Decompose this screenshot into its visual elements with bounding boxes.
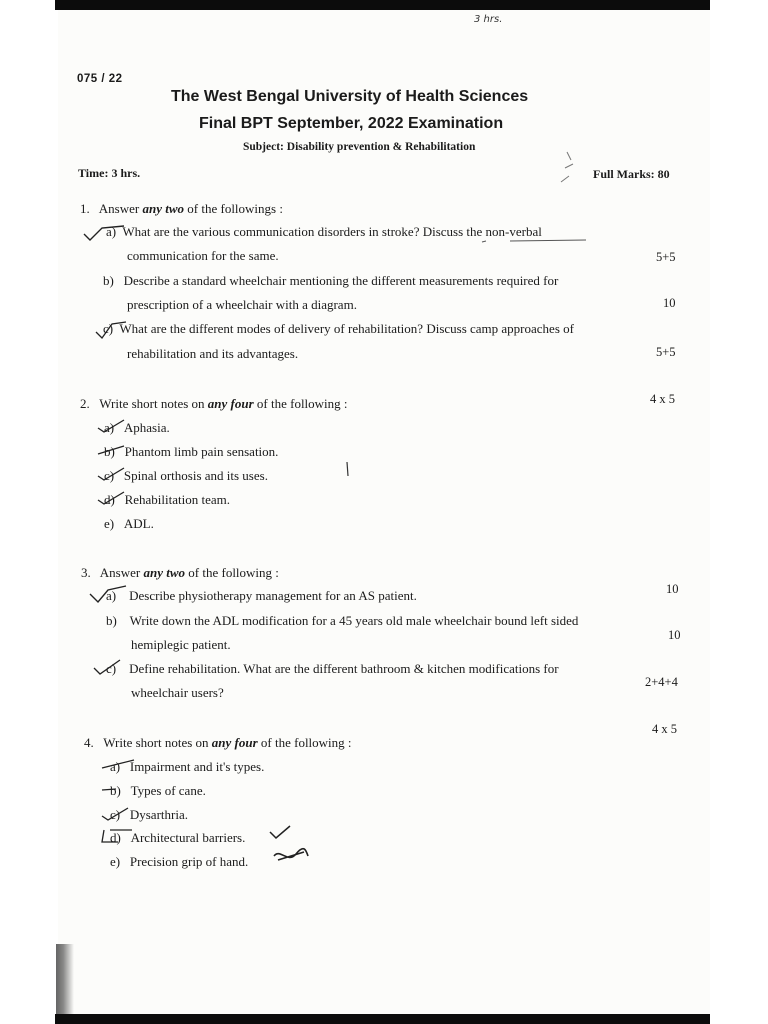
pen-stroke-icon (343, 460, 351, 478)
subject-line: Subject: Disability prevention & Rehabilitation (243, 141, 476, 153)
marks-1c: 5+5 (656, 345, 676, 359)
question-number: 3. (81, 565, 91, 580)
part-label: b) (106, 613, 117, 628)
question-2c (104, 468, 268, 484)
part-label: a) (106, 588, 117, 603)
question-4e (110, 854, 248, 870)
question-instruction: Answer (98, 201, 143, 216)
scribble-mark-icon (270, 846, 310, 866)
check-mark-icon (92, 320, 128, 344)
question-emphasis: any two (142, 201, 185, 216)
question-3-heading (81, 565, 279, 581)
part-label: b) (110, 783, 121, 798)
paper-code: 075 / 22 (77, 73, 123, 85)
question-3c-cont: wheelchair users? (131, 685, 224, 700)
check-mark-icon (96, 418, 126, 436)
question-emphasis: any two (143, 565, 186, 580)
bottom-scan-edge (55, 1014, 710, 1024)
part-label: d) (110, 830, 121, 845)
handwritten-note: 3 hrs. (474, 14, 503, 25)
check-mark-icon (96, 490, 126, 508)
dash-mark-icon (100, 782, 120, 796)
marks-1a: 5+5 (656, 250, 676, 264)
part-text: What are the different modes of delivery of rehabilitation? Discuss camp approaches of (119, 321, 574, 336)
question-3c (106, 661, 559, 677)
part-label: c) (110, 807, 121, 822)
part-text: Describe physiotherapy management for an AS patient. (129, 588, 417, 603)
top-scan-edge (55, 0, 710, 10)
marks-3b: 10 (668, 628, 681, 642)
exam-title: Final BPT September, 2022 Examination (199, 115, 504, 132)
question-4b (110, 783, 206, 799)
part-label: e) (104, 516, 115, 531)
check-mark-icon (100, 806, 130, 824)
part-text: Dysarthria. (129, 807, 188, 822)
part-text: Define rehabilitation. What are the different bathroom & kitchen modifications for (129, 661, 559, 676)
question-1c-cont: rehabilitation and its advantages. (127, 346, 299, 361)
question-instruction-end: of the following : (257, 735, 352, 750)
part-text: Aphasia. (123, 420, 170, 435)
question-2b (104, 444, 278, 460)
marks-3a: 10 (666, 582, 679, 596)
university-name: The West Bengal University of Health Sciences (171, 88, 529, 105)
check-mark-icon (92, 658, 122, 678)
question-3b-cont: hemiplegic patient. (131, 637, 231, 652)
marks-3c: 2+4+4 (645, 675, 678, 689)
question-instruction-end: of the following : (185, 565, 279, 580)
part-label: c) (104, 468, 115, 483)
question-number: 4. (84, 735, 94, 750)
marks-1b: 10 (663, 296, 676, 310)
question-1c (103, 321, 574, 337)
question-number: 1. (80, 201, 90, 216)
question-1a-cont: communication for the same. (127, 248, 279, 263)
question-4-heading (84, 735, 352, 751)
question-1b (103, 273, 558, 289)
part-label: b) (104, 444, 115, 459)
check-mark-icon (88, 584, 128, 606)
part-text: Precision grip of hand. (129, 854, 249, 869)
part-label: a) (110, 759, 121, 774)
bracket-mark-icon (98, 828, 138, 848)
check-mark-icon (96, 466, 126, 484)
part-text: Rehabilitation team. (124, 492, 231, 507)
question-instruction-end: of the followings : (184, 201, 283, 216)
question-2-heading (80, 396, 348, 412)
part-text: Impairment and it's types. (129, 759, 265, 774)
part-text: What are the various communication disorders in stroke? Discuss the non-verbal (122, 224, 542, 239)
question-instruction-end: of the following : (253, 396, 348, 411)
part-label: c) (106, 661, 117, 676)
part-text: Phantom limb pain sensation. (124, 444, 279, 459)
right-margin (710, 0, 768, 1024)
check-mark-icon (80, 222, 126, 246)
question-1a (106, 224, 542, 240)
question-1-heading (80, 201, 283, 217)
part-text: ADL. (123, 516, 154, 531)
question-1b-cont: prescription of a wheelchair with a diagram. (127, 297, 357, 312)
part-label: c) (103, 321, 114, 336)
marks-4: 4 x 5 (652, 722, 677, 736)
part-text: Spinal orthosis and its uses. (123, 468, 268, 483)
question-3b (106, 613, 578, 629)
question-emphasis: any four (211, 735, 258, 750)
question-number: 2. (80, 396, 90, 411)
question-2e (104, 516, 154, 532)
full-marks: Full Marks: 80 (593, 167, 670, 181)
check-mark-icon (268, 824, 292, 840)
scan-shadow (56, 944, 74, 1014)
question-emphasis: any four (207, 396, 254, 411)
underline-mark-icon (480, 236, 590, 244)
time-allowed: Time: 3 hrs. (78, 166, 141, 180)
part-text: Write down the ADL modification for a 45 years old male wheelchair bound left sided (129, 613, 579, 628)
question-3a (106, 588, 417, 604)
left-margin (0, 0, 58, 1024)
marks-2: 4 x 5 (650, 392, 675, 406)
part-label: b) (103, 273, 114, 288)
question-instruction: Write short notes on (103, 735, 212, 750)
part-label: d) (104, 492, 115, 507)
dash-mark-icon (96, 442, 126, 460)
pen-mark-icon (555, 148, 585, 188)
part-text: Types of cane. (130, 783, 206, 798)
part-text: Architectural barriers. (130, 830, 246, 845)
part-label: e) (110, 854, 121, 869)
question-instruction: Write short notes on (99, 396, 208, 411)
question-instruction: Answer (99, 565, 144, 580)
part-label: a) (106, 224, 117, 239)
dash-mark-icon (100, 756, 136, 774)
part-label: a) (104, 420, 115, 435)
part-text: Describe a standard wheelchair mentioning the different measurements required for (123, 273, 559, 288)
